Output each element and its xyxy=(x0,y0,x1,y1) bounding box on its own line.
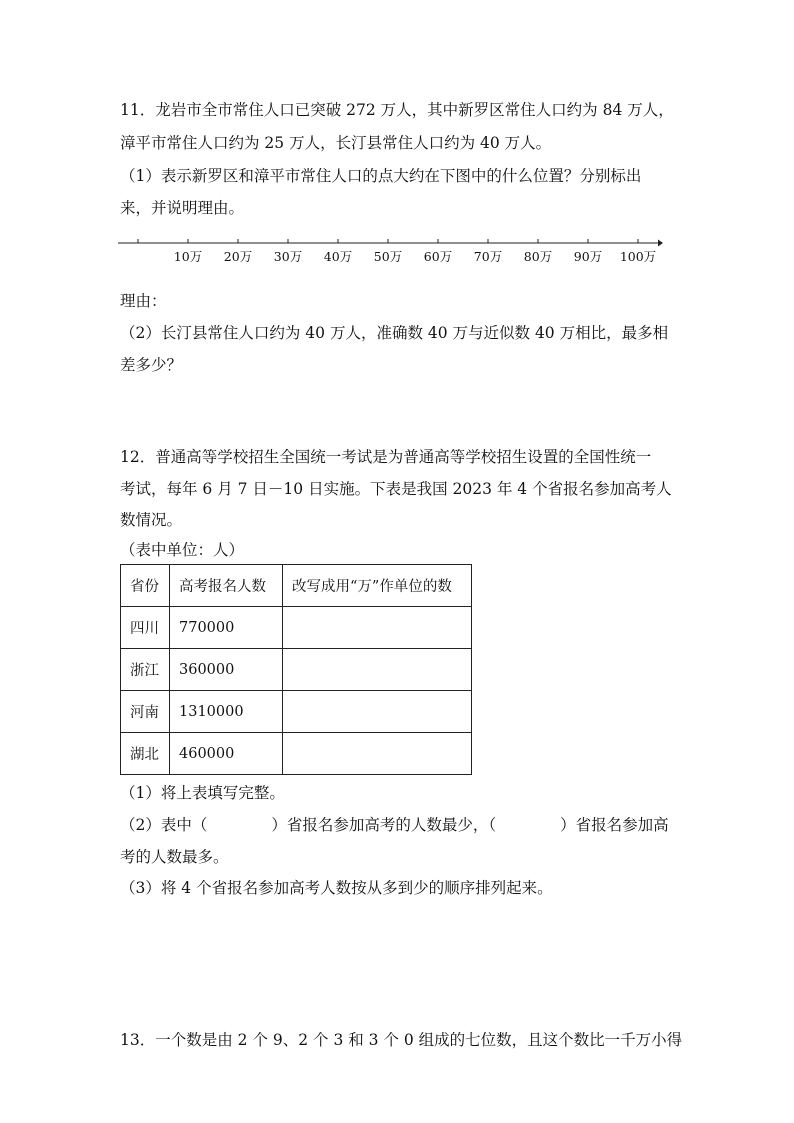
q12-text-line3: 数情况。 xyxy=(120,511,183,529)
count-cell: 460000 xyxy=(170,733,283,775)
number-line-label: 30万 xyxy=(273,249,303,264)
q12-sub2-line1 xyxy=(120,815,669,835)
number-line-label: 100万 xyxy=(619,249,657,264)
number-line-label: 60万 xyxy=(423,249,453,264)
q11-sub2-line1: （2）长汀县常住人口约为 40 万人，准确数 40 万与近似数 40 万相比，最多相 xyxy=(120,324,669,342)
table-header-row xyxy=(121,565,472,607)
q11-sub2-line2: 差多少？ xyxy=(120,356,183,374)
header-count: 高考报名人数 xyxy=(170,565,283,607)
number-line-label: 70万 xyxy=(473,249,503,264)
number-line-label: 50万 xyxy=(373,249,403,264)
table-row xyxy=(121,607,472,649)
answer-cell[interactable] xyxy=(283,733,472,775)
header-province: 省份 xyxy=(121,565,170,607)
q11-text-line2: 漳平市常住人口约为 25 万人，长汀县常住人口约为 40 万人。 xyxy=(120,134,552,152)
enrollment-table xyxy=(120,564,472,775)
q11-sub1-line2: 来，并说明理由。 xyxy=(120,199,245,217)
table-row xyxy=(121,691,472,733)
province-cell: 湖北 xyxy=(121,733,170,775)
province-cell: 四川 xyxy=(121,607,170,649)
number-line xyxy=(118,228,663,268)
q11-text-line1: 11．龙岩市全市常住人口已突破 272 万人，其中新罗区常住人口约为 84 万人， xyxy=(120,101,674,119)
q12-sub2-part2: ）省报名参加高考的人数最少，（ xyxy=(271,816,497,834)
province-cell: 浙江 xyxy=(121,649,170,691)
answer-cell[interactable] xyxy=(283,691,472,733)
q12-text-line2: 考试，每年 6 月 7 日－10 日实施。下表是我国 2023 年 4 个省报名参加高考人 xyxy=(120,480,672,498)
reason-label: 理由： xyxy=(120,292,167,310)
q12-sub1: （1）将上表填写完整。 xyxy=(120,784,285,802)
count-cell: 360000 xyxy=(170,649,283,691)
count-cell: 770000 xyxy=(170,607,283,649)
number-line-label: 10万 xyxy=(173,249,203,264)
number-line-label: 40万 xyxy=(323,249,353,264)
table-unit-note: （表中单位：人） xyxy=(120,541,245,559)
header-wan: 改写成用“万”作单位的数 xyxy=(283,565,472,607)
q12-sub2-line2: 考的人数最多。 xyxy=(120,848,229,866)
table-row xyxy=(121,733,472,775)
answer-cell[interactable] xyxy=(283,649,472,691)
province-cell: 河南 xyxy=(121,691,170,733)
q12-text-line1: 12．普通高等学校招生全国统一考试是为普通高等学校招生设置的全国性统一 xyxy=(120,448,652,466)
q13-text-line1: 13．一个数是由 2 个 9、2 个 3 和 3 个 0 组成的七位数，且这个数比一千万小得 xyxy=(120,1031,683,1049)
q12-sub2-part1: （2）表中（ xyxy=(120,816,208,834)
q12-sub3: （3）将 4 个省报名参加高考人数按从多到少的顺序排列起来。 xyxy=(120,879,553,897)
answer-cell[interactable] xyxy=(283,607,472,649)
number-line-label: 90万 xyxy=(573,249,603,264)
number-line-label: 20万 xyxy=(223,249,253,264)
count-cell: 1310000 xyxy=(170,691,283,733)
number-line-arrow xyxy=(658,240,663,247)
table-row xyxy=(121,649,472,691)
number-line-label: 80万 xyxy=(523,249,553,264)
q12-sub2-part3: ）省报名参加高 xyxy=(560,816,669,834)
q11-sub1-line1: （1）表示新罗区和漳平市常住人口的点大约在下图中的什么位置？分别标出 xyxy=(120,167,642,185)
